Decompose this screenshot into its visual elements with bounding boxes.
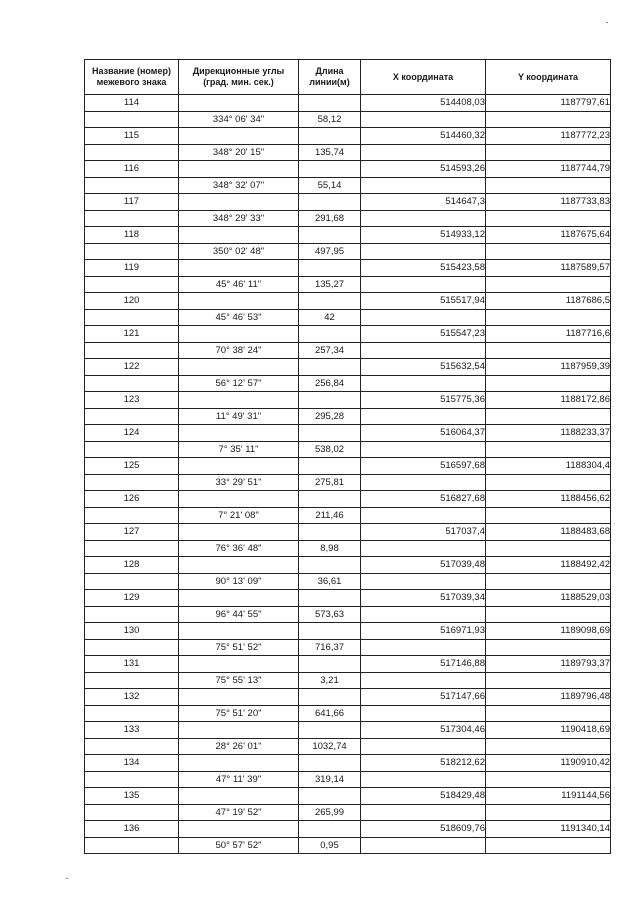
line-length: 275,81 bbox=[299, 474, 361, 491]
empty-cell bbox=[85, 606, 179, 623]
y-coordinate: 1188492,42 bbox=[486, 557, 611, 574]
x-coordinate: 516827,68 bbox=[361, 491, 486, 508]
y-coordinate: 1187744,79 bbox=[486, 161, 611, 178]
empty-cell bbox=[299, 623, 361, 640]
empty-cell bbox=[179, 722, 299, 739]
empty-cell bbox=[85, 309, 179, 326]
empty-cell bbox=[361, 474, 486, 491]
empty-cell bbox=[299, 359, 361, 376]
empty-cell bbox=[361, 507, 486, 524]
empty-cell bbox=[486, 144, 611, 161]
line-length: 36,61 bbox=[299, 573, 361, 590]
x-coordinate: 515423,58 bbox=[361, 260, 486, 277]
point-row bbox=[85, 689, 611, 706]
line-length: 573,63 bbox=[299, 606, 361, 623]
x-coordinate: 517037,4 bbox=[361, 524, 486, 541]
empty-cell bbox=[361, 177, 486, 194]
empty-cell bbox=[179, 689, 299, 706]
x-coordinate: 516597,68 bbox=[361, 458, 486, 475]
empty-cell bbox=[299, 95, 361, 112]
direction-angle: 348° 32' 07" bbox=[179, 177, 299, 194]
empty-cell bbox=[486, 441, 611, 458]
line-length: 265,99 bbox=[299, 804, 361, 821]
y-coordinate: 1188483,68 bbox=[486, 524, 611, 541]
direction-angle: 28° 26' 01" bbox=[179, 738, 299, 755]
empty-cell bbox=[361, 144, 486, 161]
point-row bbox=[85, 425, 611, 442]
y-coordinate: 1191144,56 bbox=[486, 788, 611, 805]
empty-cell bbox=[299, 293, 361, 310]
direction-angle: 75° 55' 13" bbox=[179, 672, 299, 689]
empty-cell bbox=[486, 111, 611, 128]
header-angle: Дирекционные углы (град. мин. сек.) bbox=[179, 60, 299, 95]
x-coordinate: 515547,23 bbox=[361, 326, 486, 343]
direction-angle: 348° 29' 33" bbox=[179, 210, 299, 227]
empty-cell bbox=[179, 788, 299, 805]
point-row bbox=[85, 524, 611, 541]
x-coordinate: 518212,62 bbox=[361, 755, 486, 772]
line-length: 135,74 bbox=[299, 144, 361, 161]
y-coordinate: 1188172,86 bbox=[486, 392, 611, 409]
point-row bbox=[85, 194, 611, 211]
x-coordinate: 515775,36 bbox=[361, 392, 486, 409]
header-name: Название (номер) межевого знака bbox=[85, 60, 179, 95]
x-coordinate: 516064,37 bbox=[361, 425, 486, 442]
empty-cell bbox=[179, 326, 299, 343]
empty-cell bbox=[361, 771, 486, 788]
segment-row bbox=[85, 705, 611, 722]
empty-cell bbox=[361, 111, 486, 128]
point-name: 134 bbox=[85, 755, 179, 772]
empty-cell bbox=[179, 194, 299, 211]
point-name: 124 bbox=[85, 425, 179, 442]
empty-cell bbox=[85, 474, 179, 491]
line-length: 497,95 bbox=[299, 243, 361, 260]
empty-cell bbox=[85, 507, 179, 524]
y-coordinate: 1187797,61 bbox=[486, 95, 611, 112]
direction-angle: 90° 13' 09" bbox=[179, 573, 299, 590]
line-length: 291,68 bbox=[299, 210, 361, 227]
y-coordinate: 1187686,5 bbox=[486, 293, 611, 310]
direction-angle: 348° 20' 15" bbox=[179, 144, 299, 161]
empty-cell bbox=[85, 771, 179, 788]
segment-row bbox=[85, 243, 611, 260]
empty-cell bbox=[179, 623, 299, 640]
direction-angle: 75° 51' 52" bbox=[179, 639, 299, 656]
segment-row bbox=[85, 441, 611, 458]
point-name: 133 bbox=[85, 722, 179, 739]
empty-cell bbox=[179, 392, 299, 409]
point-name: 126 bbox=[85, 491, 179, 508]
empty-cell bbox=[299, 722, 361, 739]
point-name: 123 bbox=[85, 392, 179, 409]
empty-cell bbox=[486, 738, 611, 755]
line-length: 295,28 bbox=[299, 408, 361, 425]
x-coordinate: 518609,76 bbox=[361, 821, 486, 838]
empty-cell bbox=[299, 590, 361, 607]
line-length: 8,98 bbox=[299, 540, 361, 557]
empty-cell bbox=[85, 243, 179, 260]
x-coordinate: 517039,48 bbox=[361, 557, 486, 574]
y-coordinate: 1188529,03 bbox=[486, 590, 611, 607]
segment-row bbox=[85, 474, 611, 491]
y-coordinate: 1187959,39 bbox=[486, 359, 611, 376]
empty-cell bbox=[361, 837, 486, 854]
x-coordinate: 517304,46 bbox=[361, 722, 486, 739]
empty-cell bbox=[486, 474, 611, 491]
point-row bbox=[85, 359, 611, 376]
empty-cell bbox=[299, 524, 361, 541]
point-row bbox=[85, 95, 611, 112]
y-coordinate: 1188456,62 bbox=[486, 491, 611, 508]
point-name: 130 bbox=[85, 623, 179, 640]
empty-cell bbox=[299, 755, 361, 772]
segment-row bbox=[85, 540, 611, 557]
empty-cell bbox=[299, 392, 361, 409]
direction-angle: 47° 19' 52" bbox=[179, 804, 299, 821]
point-name: 116 bbox=[85, 161, 179, 178]
empty-cell bbox=[179, 227, 299, 244]
empty-cell bbox=[486, 573, 611, 590]
point-row bbox=[85, 293, 611, 310]
point-row bbox=[85, 326, 611, 343]
segment-row bbox=[85, 804, 611, 821]
x-coordinate: 515632,54 bbox=[361, 359, 486, 376]
empty-cell bbox=[179, 425, 299, 442]
x-coordinate: 517146,88 bbox=[361, 656, 486, 673]
empty-cell bbox=[179, 458, 299, 475]
empty-cell bbox=[85, 408, 179, 425]
direction-angle: 75° 51' 20" bbox=[179, 705, 299, 722]
empty-cell bbox=[85, 111, 179, 128]
direction-angle: 45° 46' 53" bbox=[179, 309, 299, 326]
line-length: 42 bbox=[299, 309, 361, 326]
segment-row bbox=[85, 111, 611, 128]
y-coordinate: 1189796,48 bbox=[486, 689, 611, 706]
empty-cell bbox=[299, 194, 361, 211]
direction-angle: 350° 02' 48" bbox=[179, 243, 299, 260]
empty-cell bbox=[361, 540, 486, 557]
empty-cell bbox=[486, 375, 611, 392]
segment-row bbox=[85, 672, 611, 689]
point-name: 121 bbox=[85, 326, 179, 343]
direction-angle: 11° 49' 31" bbox=[179, 408, 299, 425]
point-name: 118 bbox=[85, 227, 179, 244]
point-name: 117 bbox=[85, 194, 179, 211]
empty-cell bbox=[85, 342, 179, 359]
point-name: 131 bbox=[85, 656, 179, 673]
empty-cell bbox=[85, 573, 179, 590]
segment-row bbox=[85, 309, 611, 326]
line-length: 256,84 bbox=[299, 375, 361, 392]
empty-cell bbox=[179, 656, 299, 673]
empty-cell bbox=[361, 309, 486, 326]
empty-cell bbox=[299, 260, 361, 277]
direction-angle: 33° 29' 51" bbox=[179, 474, 299, 491]
segment-row bbox=[85, 639, 611, 656]
empty-cell bbox=[179, 260, 299, 277]
line-length: 135,27 bbox=[299, 276, 361, 293]
scan-speck bbox=[66, 878, 68, 879]
line-length: 55,14 bbox=[299, 177, 361, 194]
empty-cell bbox=[179, 491, 299, 508]
segment-row bbox=[85, 177, 611, 194]
segment-row bbox=[85, 771, 611, 788]
point-name: 129 bbox=[85, 590, 179, 607]
empty-cell bbox=[299, 557, 361, 574]
point-name: 119 bbox=[85, 260, 179, 277]
table-body bbox=[85, 95, 611, 854]
empty-cell bbox=[179, 95, 299, 112]
table-header-row bbox=[85, 60, 611, 95]
empty-cell bbox=[361, 738, 486, 755]
point-name: 136 bbox=[85, 821, 179, 838]
boundary-coordinates-table bbox=[84, 59, 611, 854]
empty-cell bbox=[486, 606, 611, 623]
empty-cell bbox=[179, 293, 299, 310]
empty-cell bbox=[486, 408, 611, 425]
header-x: X координата bbox=[361, 60, 486, 95]
point-row bbox=[85, 227, 611, 244]
empty-cell bbox=[486, 705, 611, 722]
point-name: 120 bbox=[85, 293, 179, 310]
empty-cell bbox=[85, 441, 179, 458]
empty-cell bbox=[299, 458, 361, 475]
segment-row bbox=[85, 276, 611, 293]
point-name: 127 bbox=[85, 524, 179, 541]
point-name: 132 bbox=[85, 689, 179, 706]
point-name: 128 bbox=[85, 557, 179, 574]
empty-cell bbox=[361, 804, 486, 821]
header-y: Y координата bbox=[486, 60, 611, 95]
direction-angle: 96° 44' 55" bbox=[179, 606, 299, 623]
line-length: 58,12 bbox=[299, 111, 361, 128]
empty-cell bbox=[85, 540, 179, 557]
empty-cell bbox=[179, 590, 299, 607]
y-coordinate: 1189098,69 bbox=[486, 623, 611, 640]
empty-cell bbox=[85, 837, 179, 854]
empty-cell bbox=[179, 128, 299, 145]
segment-row bbox=[85, 573, 611, 590]
empty-cell bbox=[361, 375, 486, 392]
line-length: 538,02 bbox=[299, 441, 361, 458]
empty-cell bbox=[299, 161, 361, 178]
segment-row bbox=[85, 837, 611, 854]
point-row bbox=[85, 557, 611, 574]
x-coordinate: 517147,66 bbox=[361, 689, 486, 706]
empty-cell bbox=[85, 804, 179, 821]
point-row bbox=[85, 128, 611, 145]
direction-angle: 7° 35' 11" bbox=[179, 441, 299, 458]
empty-cell bbox=[85, 144, 179, 161]
y-coordinate: 1187675,64 bbox=[486, 227, 611, 244]
empty-cell bbox=[85, 210, 179, 227]
empty-cell bbox=[85, 375, 179, 392]
direction-angle: 7° 21' 08" bbox=[179, 507, 299, 524]
empty-cell bbox=[361, 441, 486, 458]
empty-cell bbox=[85, 738, 179, 755]
segment-row bbox=[85, 507, 611, 524]
empty-cell bbox=[179, 524, 299, 541]
empty-cell bbox=[299, 491, 361, 508]
point-row bbox=[85, 788, 611, 805]
direction-angle: 334° 06' 34" bbox=[179, 111, 299, 128]
empty-cell bbox=[361, 243, 486, 260]
direction-angle: 56° 12' 57" bbox=[179, 375, 299, 392]
empty-cell bbox=[85, 639, 179, 656]
empty-cell bbox=[179, 557, 299, 574]
segment-row bbox=[85, 606, 611, 623]
empty-cell bbox=[486, 309, 611, 326]
empty-cell bbox=[299, 788, 361, 805]
empty-cell bbox=[361, 210, 486, 227]
line-length: 641,66 bbox=[299, 705, 361, 722]
direction-angle: 50° 57' 52" bbox=[179, 837, 299, 854]
y-coordinate: 1187733,83 bbox=[486, 194, 611, 211]
empty-cell bbox=[299, 227, 361, 244]
point-row bbox=[85, 458, 611, 475]
y-coordinate: 1187589,57 bbox=[486, 260, 611, 277]
point-name: 115 bbox=[85, 128, 179, 145]
x-coordinate: 518429,48 bbox=[361, 788, 486, 805]
x-coordinate: 516971,93 bbox=[361, 623, 486, 640]
empty-cell bbox=[361, 606, 486, 623]
point-row bbox=[85, 656, 611, 673]
header-length: Длина линии(м) bbox=[299, 60, 361, 95]
segment-row bbox=[85, 144, 611, 161]
empty-cell bbox=[486, 276, 611, 293]
x-coordinate: 514647,3 bbox=[361, 194, 486, 211]
x-coordinate: 517039,34 bbox=[361, 590, 486, 607]
point-row bbox=[85, 392, 611, 409]
segment-row bbox=[85, 342, 611, 359]
line-length: 1032,74 bbox=[299, 738, 361, 755]
point-row bbox=[85, 260, 611, 277]
point-row bbox=[85, 161, 611, 178]
empty-cell bbox=[85, 672, 179, 689]
empty-cell bbox=[299, 425, 361, 442]
empty-cell bbox=[299, 326, 361, 343]
empty-cell bbox=[486, 507, 611, 524]
empty-cell bbox=[179, 161, 299, 178]
point-row bbox=[85, 755, 611, 772]
empty-cell bbox=[299, 656, 361, 673]
point-name: 125 bbox=[85, 458, 179, 475]
x-coordinate: 514933,12 bbox=[361, 227, 486, 244]
point-row bbox=[85, 491, 611, 508]
empty-cell bbox=[486, 771, 611, 788]
empty-cell bbox=[85, 276, 179, 293]
empty-cell bbox=[299, 821, 361, 838]
direction-angle: 47° 11' 39" bbox=[179, 771, 299, 788]
empty-cell bbox=[179, 821, 299, 838]
y-coordinate: 1190418,69 bbox=[486, 722, 611, 739]
empty-cell bbox=[486, 639, 611, 656]
line-length: 0,95 bbox=[299, 837, 361, 854]
empty-cell bbox=[179, 359, 299, 376]
empty-cell bbox=[486, 837, 611, 854]
line-length: 3,21 bbox=[299, 672, 361, 689]
empty-cell bbox=[299, 128, 361, 145]
point-row bbox=[85, 821, 611, 838]
empty-cell bbox=[85, 177, 179, 194]
empty-cell bbox=[486, 672, 611, 689]
segment-row bbox=[85, 210, 611, 227]
empty-cell bbox=[85, 705, 179, 722]
empty-cell bbox=[179, 755, 299, 772]
y-coordinate: 1190910,42 bbox=[486, 755, 611, 772]
y-coordinate: 1187716,6 bbox=[486, 326, 611, 343]
x-coordinate: 514408,03 bbox=[361, 95, 486, 112]
segment-row bbox=[85, 408, 611, 425]
line-length: 319,14 bbox=[299, 771, 361, 788]
direction-angle: 76° 36' 48" bbox=[179, 540, 299, 557]
empty-cell bbox=[299, 689, 361, 706]
x-coordinate: 514593,26 bbox=[361, 161, 486, 178]
empty-cell bbox=[486, 342, 611, 359]
direction-angle: 70° 38' 24" bbox=[179, 342, 299, 359]
point-row bbox=[85, 722, 611, 739]
empty-cell bbox=[361, 573, 486, 590]
y-coordinate: 1189793,37 bbox=[486, 656, 611, 673]
y-coordinate: 1188304,4 bbox=[486, 458, 611, 475]
direction-angle: 45° 46' 11" bbox=[179, 276, 299, 293]
x-coordinate: 514460,32 bbox=[361, 128, 486, 145]
line-length: 716,37 bbox=[299, 639, 361, 656]
empty-cell bbox=[361, 276, 486, 293]
empty-cell bbox=[361, 342, 486, 359]
empty-cell bbox=[361, 672, 486, 689]
x-coordinate: 515517,94 bbox=[361, 293, 486, 310]
point-name: 114 bbox=[85, 95, 179, 112]
empty-cell bbox=[361, 705, 486, 722]
line-length: 211,46 bbox=[299, 507, 361, 524]
segment-row bbox=[85, 375, 611, 392]
empty-cell bbox=[486, 540, 611, 557]
empty-cell bbox=[486, 210, 611, 227]
point-row bbox=[85, 623, 611, 640]
y-coordinate: 1188233,37 bbox=[486, 425, 611, 442]
y-coordinate: 1187772,23 bbox=[486, 128, 611, 145]
line-length: 257,34 bbox=[299, 342, 361, 359]
empty-cell bbox=[361, 639, 486, 656]
y-coordinate: 1191340,14 bbox=[486, 821, 611, 838]
empty-cell bbox=[486, 804, 611, 821]
point-row bbox=[85, 590, 611, 607]
empty-cell bbox=[486, 243, 611, 260]
empty-cell bbox=[486, 177, 611, 194]
segment-row bbox=[85, 738, 611, 755]
empty-cell bbox=[361, 408, 486, 425]
scan-speck bbox=[606, 22, 608, 23]
point-name: 135 bbox=[85, 788, 179, 805]
point-name: 122 bbox=[85, 359, 179, 376]
